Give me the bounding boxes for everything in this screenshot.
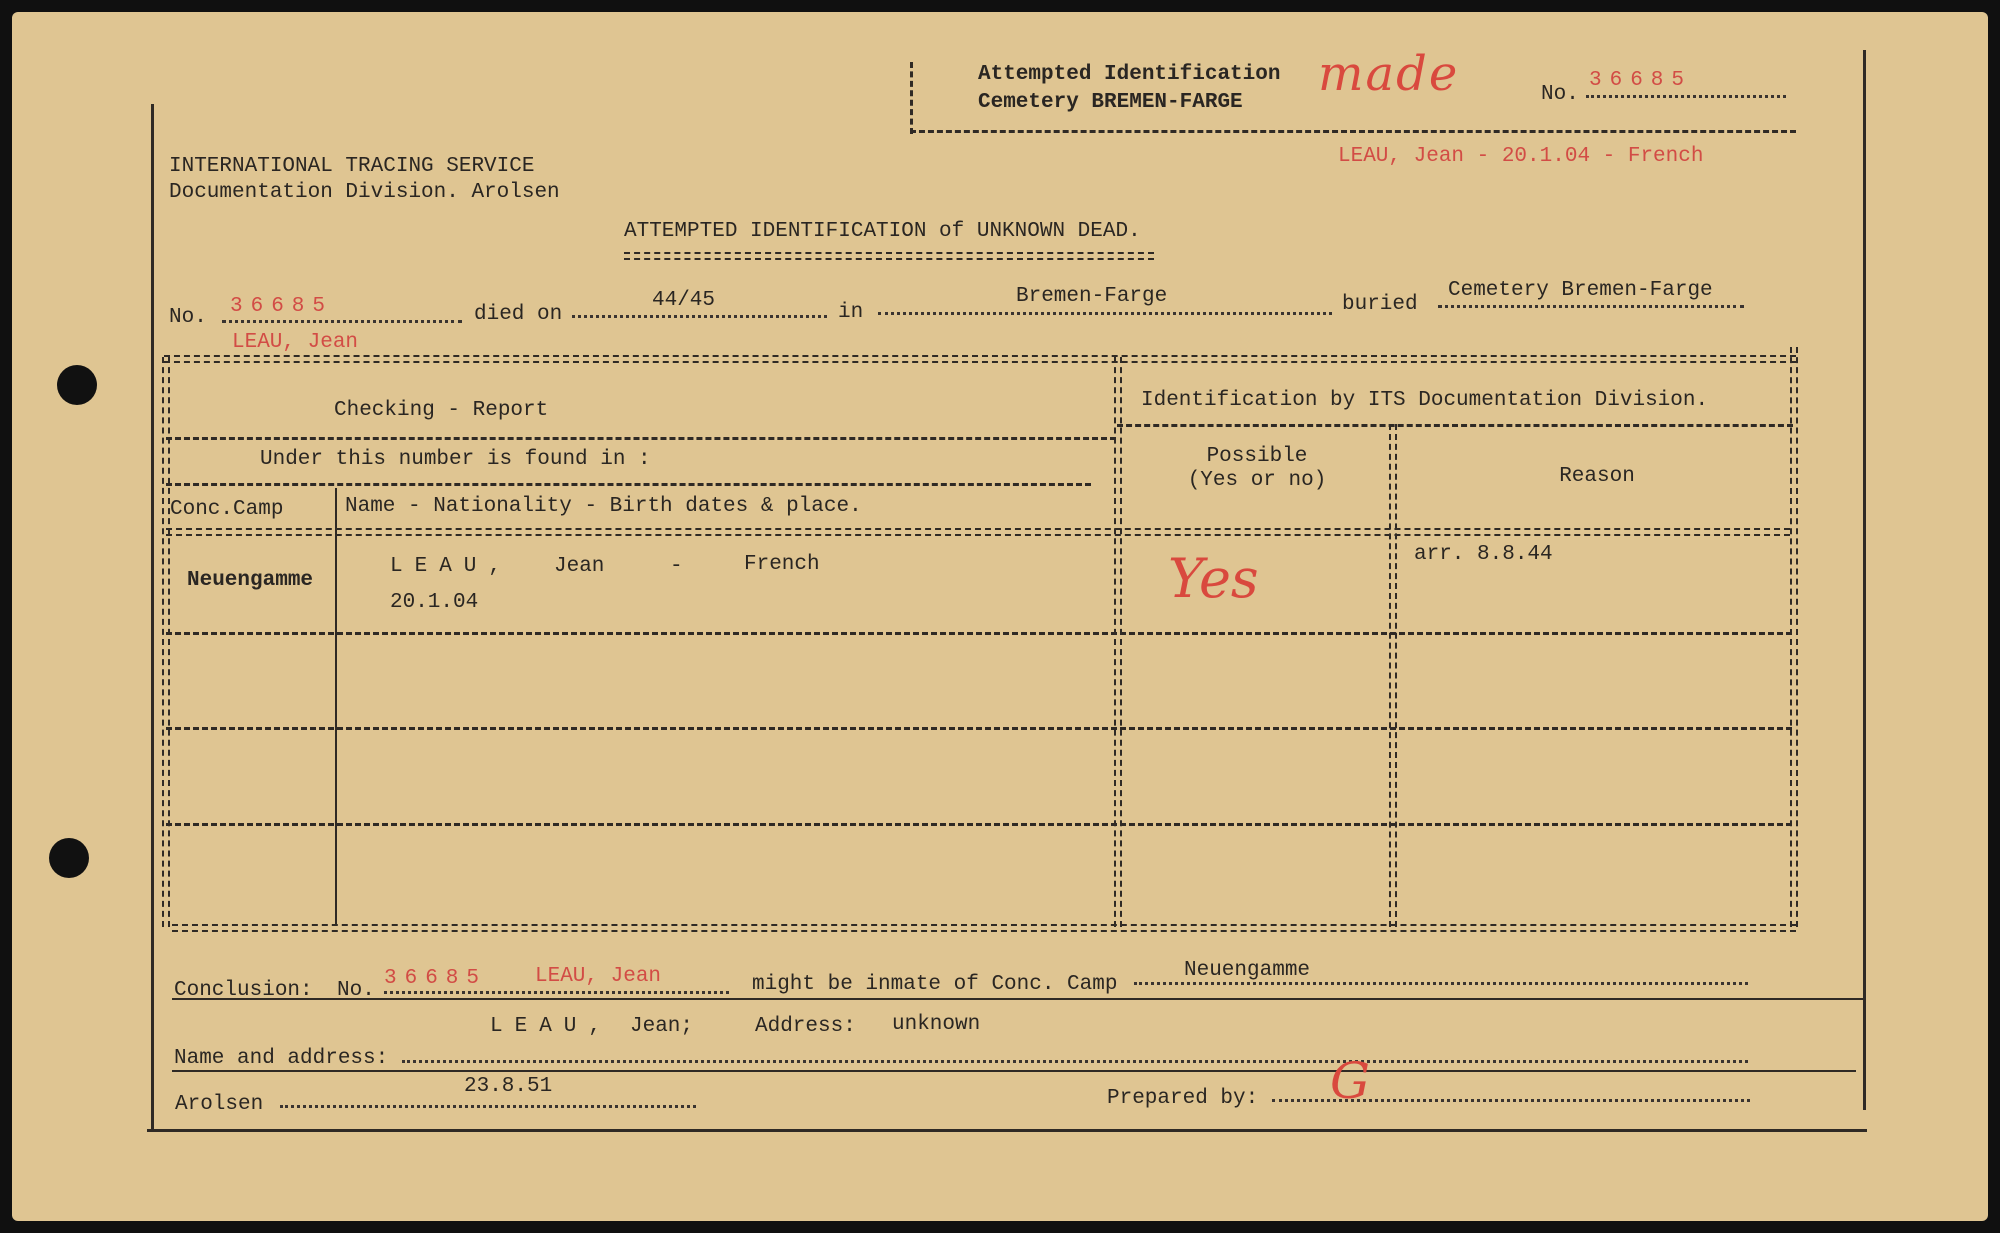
- row1-nationality: French: [744, 553, 820, 576]
- footer-date-dots: [280, 1105, 696, 1108]
- frame-right-line: [1863, 50, 1866, 1110]
- its-line2: Documentation Division. Arolsen: [169, 181, 560, 204]
- table-divider-camp: [335, 488, 337, 925]
- its-line1: INTERNATIONAL TRACING SERVICE: [169, 155, 535, 178]
- record-buried-value: Cemetery Bremen-Farge: [1448, 279, 1713, 302]
- conclusion-no-dots: [384, 991, 729, 994]
- row1-reason: arr. 8.8.44: [1414, 543, 1553, 566]
- conclusion-camp: Neuengamme: [1184, 959, 1311, 982]
- name-address-surname: LEAU,: [490, 1015, 614, 1038]
- table-line-under-colheaders: [166, 528, 1790, 536]
- conclusion-no-value: 36685: [384, 967, 488, 990]
- table-divider-main: [1114, 357, 1122, 927]
- record-buried-dots: [1438, 305, 1744, 308]
- row1-possible: Yes: [1168, 547, 1259, 610]
- address-label: Address:: [755, 1015, 856, 1038]
- col-possible-heading-2: (Yes or no): [1187, 469, 1327, 492]
- record-died-value: 44/45: [652, 289, 716, 312]
- record-in-label: in: [838, 301, 864, 324]
- row1-first-name: Jean: [554, 555, 605, 578]
- col-camp-heading: Conc.Camp: [170, 498, 284, 521]
- record-no-dots: [222, 320, 462, 323]
- table-top-border: [164, 355, 1796, 363]
- record-died-label: died on: [474, 303, 563, 326]
- footer-date: 23.8.51: [464, 1075, 553, 1098]
- record-no-label: No.: [169, 306, 207, 329]
- under-number-heading: Under this number is found in :: [260, 448, 651, 471]
- title-underline: [624, 252, 1154, 260]
- header-no-value: 36685: [1589, 69, 1693, 92]
- name-address-label: Name and address:: [174, 1047, 389, 1070]
- checking-report-heading: Checking - Report: [334, 399, 549, 422]
- index-card: [12, 12, 1988, 1221]
- table-left-border: [162, 357, 170, 927]
- prepared-initial: G: [1330, 1052, 1370, 1110]
- identification-heading: Identification by ITS Documentation Division.: [1141, 389, 1709, 412]
- conclusion-name: LEAU, Jean: [535, 965, 662, 988]
- header-box-bottom-line: [910, 130, 1796, 133]
- header-box-left-line: [910, 62, 913, 134]
- col-name-heading: Name - Nationality - Birth dates & place.: [345, 495, 862, 518]
- record-in-dots: [878, 312, 1332, 315]
- handwritten-made: made: [1318, 46, 1460, 102]
- footer-place: Arolsen: [175, 1093, 264, 1116]
- table-line-under-identification: [1117, 424, 1793, 427]
- record-name: LEAU, Jean: [232, 331, 359, 354]
- record-buried-label: buried: [1342, 293, 1418, 316]
- table-row-line-1: [166, 632, 1792, 635]
- table-right-border: [1790, 347, 1798, 927]
- row1-surname: LEAU,: [390, 555, 514, 578]
- table-divider-possible: [1389, 424, 1397, 927]
- table-row-line-3: [166, 823, 1792, 826]
- header-no-label: No.: [1541, 83, 1579, 106]
- prepared-label: Prepared by:: [1107, 1087, 1259, 1110]
- conclusion-text: might be inmate of Conc. Camp: [752, 973, 1118, 996]
- header-box-line2: Cemetery BREMEN-FARGE: [978, 91, 1243, 114]
- punch-hole-top: [57, 365, 97, 405]
- name-address-dots: [402, 1060, 1748, 1063]
- table-line-under-checking: [166, 437, 1116, 440]
- conclusion-no-label: No.: [337, 979, 375, 1002]
- conclusion-label: Conclusion:: [174, 979, 313, 1002]
- col-possible-heading-1: Possible: [1206, 445, 1308, 468]
- frame-bottom-line: [147, 1129, 1867, 1132]
- col-reason-heading: Reason: [1559, 465, 1635, 488]
- table-bottom-border: [172, 924, 1796, 932]
- row1-birth: 20.1.04: [390, 591, 479, 614]
- table-line-under-found: [166, 483, 1091, 486]
- header-box-line1: Attempted Identification: [978, 63, 1281, 86]
- record-in-value: Bremen-Farge: [1016, 285, 1168, 308]
- frame-left-line: [151, 104, 154, 1129]
- punch-hole-bottom: [49, 838, 89, 878]
- name-address-rule: [172, 1070, 1856, 1072]
- row1-camp: Neuengamme: [187, 569, 314, 592]
- header-no-dots: [1586, 95, 1786, 98]
- form-title: ATTEMPTED IDENTIFICATION of UNKNOWN DEAD.: [624, 220, 1141, 243]
- record-died-dots: [572, 315, 827, 318]
- conclusion-rule: [172, 998, 1866, 1000]
- address-value: unknown: [892, 1013, 981, 1036]
- conclusion-camp-dots: [1134, 982, 1748, 985]
- table-row-line-2: [166, 727, 1792, 730]
- row1-dash: -: [670, 555, 683, 578]
- record-no-value: 36685: [230, 295, 334, 318]
- name-address-first: Jean;: [630, 1015, 694, 1038]
- person-summary: LEAU, Jean - 20.1.04 - French: [1338, 145, 1704, 168]
